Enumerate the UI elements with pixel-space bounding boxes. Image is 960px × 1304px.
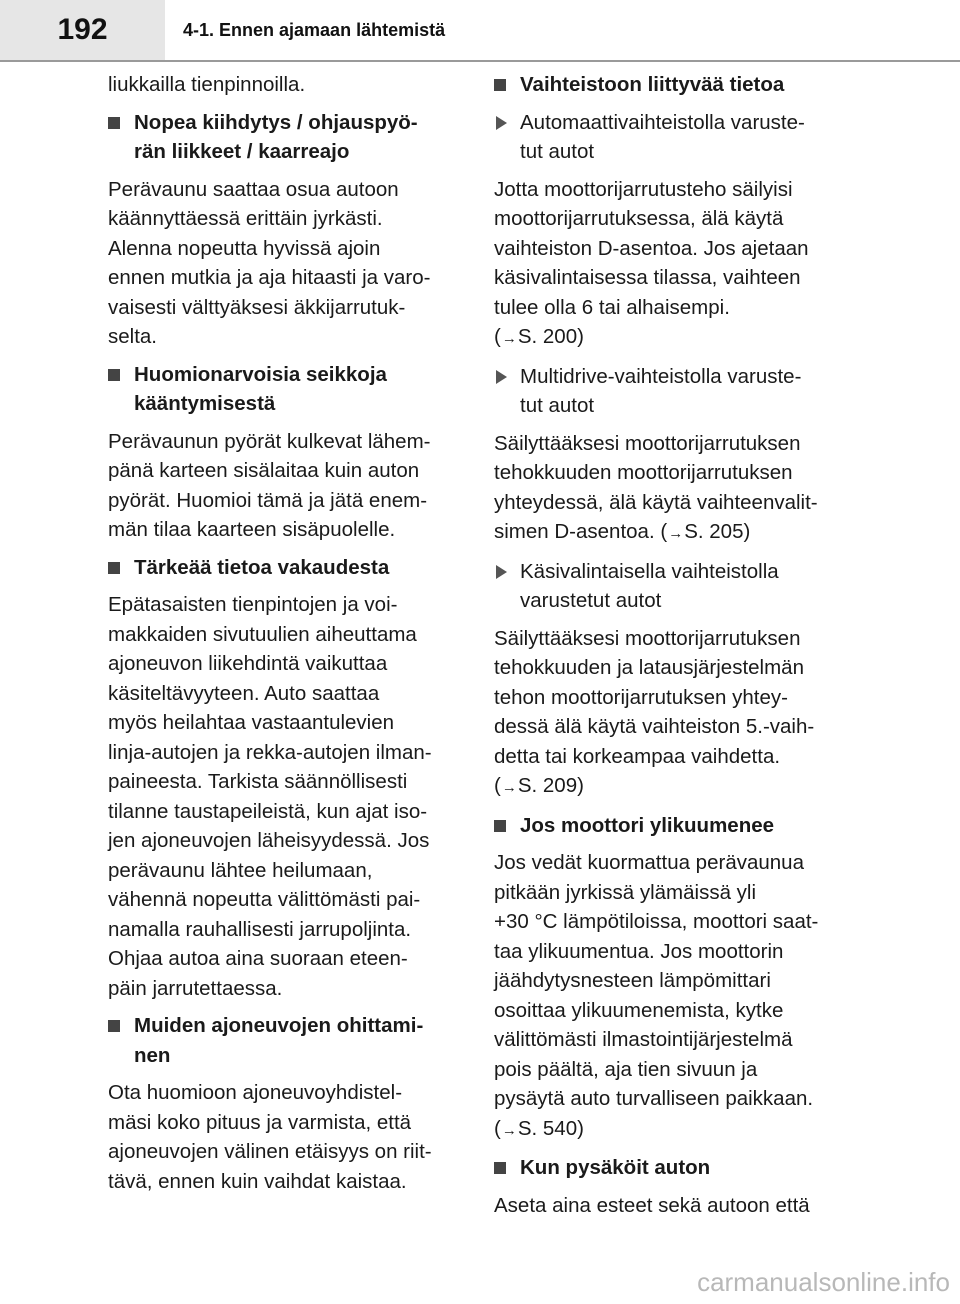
square-bullet-icon bbox=[108, 369, 120, 381]
text-line: päin jarrutettaessa. bbox=[108, 976, 283, 1000]
square-bullet-icon bbox=[494, 820, 506, 832]
text-line: yhteydessä, älä käytä vaihteenvalit- bbox=[494, 490, 818, 514]
text-line: vaisesti välttyäksesi äkkijarrutuk- bbox=[108, 295, 406, 319]
square-bullet-icon bbox=[108, 117, 120, 129]
sub-heading bbox=[494, 362, 849, 421]
section-heading bbox=[108, 108, 463, 167]
page-reference[interactable]: S. 200 bbox=[517, 325, 578, 348]
square-bullet-icon bbox=[108, 562, 120, 574]
right-column bbox=[494, 70, 849, 1228]
section-heading bbox=[494, 1153, 849, 1183]
text-line: pänä karteen sisälaitaa kuin auton bbox=[108, 459, 420, 482]
text-line: Jotta moottorijarrutusteho säilyisi bbox=[494, 177, 793, 201]
section-heading bbox=[108, 553, 463, 583]
text-line: Vaihteistoon liittyvää tietoa bbox=[520, 73, 785, 96]
text-line: Ohjaa autoa aina suoraan eteen- bbox=[108, 947, 408, 970]
text-line: pysäytä auto turvalliseen paikkaan. bbox=[494, 1087, 814, 1110]
text-line: detta tai korkeampaa vaihdetta. bbox=[494, 744, 781, 768]
text-line: kääntymisestä bbox=[134, 392, 276, 415]
text-line: varustetut autot bbox=[520, 589, 662, 612]
left-column bbox=[108, 70, 463, 1204]
text-line: Multidrive-vaihteistolla varuste- bbox=[520, 364, 802, 388]
paragraph bbox=[108, 590, 463, 1003]
text-line: Säilyttääksesi moottorijarrutuksen bbox=[494, 431, 801, 455]
text-line: mäsi koko pituus ja varmista, että bbox=[108, 1110, 412, 1134]
text-line: rän liikkeet / kaarreajo bbox=[134, 140, 350, 163]
text-line: Kun pysäköit auton bbox=[520, 1156, 711, 1179]
text-line: Ota huomioon ajoneuvoyhdistel- bbox=[108, 1081, 403, 1104]
arrow-right-icon: → bbox=[668, 525, 684, 542]
text-line: nen bbox=[134, 1043, 171, 1067]
text-line: män tilaa kaarteen sisäpuolelle. bbox=[108, 518, 396, 541]
text-line: Jos moottori ylikuumenee bbox=[520, 813, 775, 837]
arrow-right-icon: → bbox=[501, 779, 517, 796]
text-line: pois päältä, aja tien sivuun ja bbox=[494, 1057, 758, 1081]
text-line: tulee olla 6 tai alhaisempi. bbox=[494, 295, 730, 319]
text-line: käsiteltävyyteen. Auto saattaa bbox=[108, 681, 380, 705]
text-line: makkaiden sivutuulien aiheuttama bbox=[108, 622, 417, 646]
square-bullet-icon bbox=[494, 79, 506, 91]
text-line: selta. bbox=[108, 325, 157, 348]
arrow-right-icon: → bbox=[501, 1121, 517, 1139]
page-number: 192 bbox=[0, 0, 165, 60]
page-reference[interactable]: S. 540 bbox=[517, 1116, 578, 1140]
text-line: namalla rauhallisesti jarrupoljinta. bbox=[108, 917, 412, 941]
text-line: käsivalintaisessa tilassa, vaihteen bbox=[494, 266, 801, 289]
watermark: carmanualsonline.info bbox=[697, 1267, 950, 1297]
text-line: käännyttäessä erittäin jyrkästi. bbox=[108, 207, 383, 230]
text-line: Alenna nopeutta hyvissä ajoin bbox=[108, 236, 381, 260]
text-line: välittömästi ilmastointijärjestelmä bbox=[494, 1028, 793, 1051]
triangle-bullet-icon bbox=[496, 116, 507, 130]
triangle-bullet-icon bbox=[496, 565, 507, 579]
paragraph: Jos vedät kuormattua perävaunua pitkään jyrkissä ylämäissä yli +30 °C lämpötiloissa, moottori saat- taa ylikuumentua. Jos moottorin jäähdytysnesteen lämpömittari osoittaa ylikuumenemista, kytke välittömästi ilmastointijärjestelmä pois päältä, aja tien sivuun ja pysäytä auto turvalliseen paikkaan. (→S. 540) bbox=[494, 848, 849, 1145]
text-line: tehokkuuden moottorijarrutuksen bbox=[494, 461, 793, 484]
text-line: perävaunu lähtee heilumaan, bbox=[108, 858, 373, 882]
section-title: 4-1. Ennen ajamaan lähtemistä bbox=[183, 20, 446, 40]
text-line: dessä älä käytä vaihteiston 5.-vaih- bbox=[494, 715, 815, 738]
paragraph: Säilyttääksesi moottorijarrutuksen tehokkuuden moottorijarrutuksen yhteydessä, älä käytä vaihteenvalit- simen D-asentoa. (→S. 205) bbox=[494, 429, 849, 549]
square-bullet-icon bbox=[108, 1020, 120, 1032]
text-line: Automaattivaihteistolla varuste- bbox=[520, 110, 805, 134]
text-line: Säilyttääksesi moottorijarrutuksen bbox=[494, 626, 801, 650]
page-reference[interactable]: S. 205 bbox=[684, 520, 744, 543]
text-line: jäähdytysnesteen lämpömittari bbox=[494, 969, 771, 992]
text-line: Perävaunu saattaa osua autoon bbox=[108, 177, 399, 201]
text-line: tehokkuuden ja latausjärjestelmän bbox=[494, 656, 804, 679]
text-line: tehon moottorijarrutuksen yhtey- bbox=[494, 685, 788, 709]
text-line: Epätasaisten tienpintojen ja voi- bbox=[108, 593, 398, 616]
text-line: pitkään jyrkissä ylämäissä yli bbox=[494, 880, 757, 904]
sub-heading bbox=[494, 557, 849, 616]
text-line: jen ajoneuvojen läheisyydessä. Jos bbox=[108, 829, 430, 852]
text-line: Jos vedät kuormattua perävaunua bbox=[494, 851, 804, 874]
section-heading bbox=[494, 70, 849, 100]
text-line: myös heilahtaa vastaantulevien bbox=[108, 711, 395, 734]
text-line: vaihteiston D-asentoa. Jos ajetaan bbox=[494, 236, 809, 260]
text-line: linja-autojen ja rekka-autojen ilman- bbox=[108, 740, 432, 764]
paragraph bbox=[494, 1191, 849, 1221]
section-heading bbox=[108, 1011, 463, 1070]
text-line: ennen mutkia ja aja hitaasti ja varo- bbox=[108, 266, 431, 289]
paragraph bbox=[108, 70, 463, 100]
paragraph: Jotta moottorijarrutusteho säilyisi moottorijarrutuksessa, älä käytä vaihteiston D-asentoa. Jos ajetaan käsivalintaisessa tilassa, vaihteen tulee olla 6 tai alhaisempi. (→S. 200) bbox=[494, 175, 849, 354]
paragraph bbox=[108, 175, 463, 352]
paragraph bbox=[108, 427, 463, 545]
paragraph: Säilyttääksesi moottorijarrutuksen tehokkuuden ja latausjärjestelmän tehon moottorijarrutuksen yhtey- dessä älä käytä vaihteiston 5.-vaih- detta tai korkeampaa vaihdetta. (→S. 209) bbox=[494, 624, 849, 803]
text-line: liukkailla tienpinnoilla. bbox=[108, 73, 306, 96]
text-line: taa ylikuumentua. Jos moottorin bbox=[494, 939, 784, 963]
triangle-bullet-icon bbox=[496, 370, 507, 384]
text-line: tut autot bbox=[520, 394, 595, 417]
text-line: pyörät. Huomioi tämä ja jätä enem- bbox=[108, 488, 428, 512]
text-line: Nopea kiihdytys / ohjauspyö- bbox=[134, 110, 418, 134]
paragraph bbox=[108, 1078, 463, 1196]
page-header bbox=[0, 0, 960, 62]
text-line: Muiden ajoneuvojen ohittami- bbox=[134, 1014, 424, 1037]
text-line: Aseta aina esteet sekä autoon että bbox=[494, 1193, 810, 1217]
text-line: tilanne taustapeileistä, kun ajat iso- bbox=[108, 799, 428, 823]
arrow-right-icon: → bbox=[501, 330, 517, 347]
text-line: Käsivalintaisella vaihteistolla bbox=[520, 559, 779, 583]
text-line: moottorijarrutuksessa, älä käytä bbox=[494, 207, 784, 230]
text-line: Perävaunun pyörät kulkevat lähem- bbox=[108, 429, 431, 453]
text-line: ajoneuvon liikehdintä vaikuttaa bbox=[108, 652, 388, 675]
text-line: tävä, ennen kuin vaihdat kaistaa. bbox=[108, 1169, 407, 1193]
header-divider bbox=[0, 60, 960, 62]
page-reference[interactable]: S. 209 bbox=[517, 774, 578, 797]
text-line: +30 °C lämpötiloissa, moottori saat- bbox=[494, 910, 819, 933]
text-line: vähennä nopeutta välittömästi pai- bbox=[108, 888, 421, 911]
text-line: paineesta. Tarkista säännöllisesti bbox=[108, 770, 408, 793]
text-line: Huomionarvoisia seikkoja bbox=[134, 362, 387, 386]
section-heading bbox=[494, 811, 849, 841]
text-line: ajoneuvojen välinen etäisyys on riit- bbox=[108, 1140, 432, 1163]
square-bullet-icon bbox=[494, 1162, 506, 1174]
text-line: osoittaa ylikuumenemista, kytke bbox=[494, 998, 784, 1022]
text-line: tut autot bbox=[520, 140, 595, 163]
sub-heading bbox=[494, 108, 849, 167]
text-line: Tärkeää tietoa vakaudesta bbox=[134, 555, 390, 579]
section-heading bbox=[108, 360, 463, 419]
